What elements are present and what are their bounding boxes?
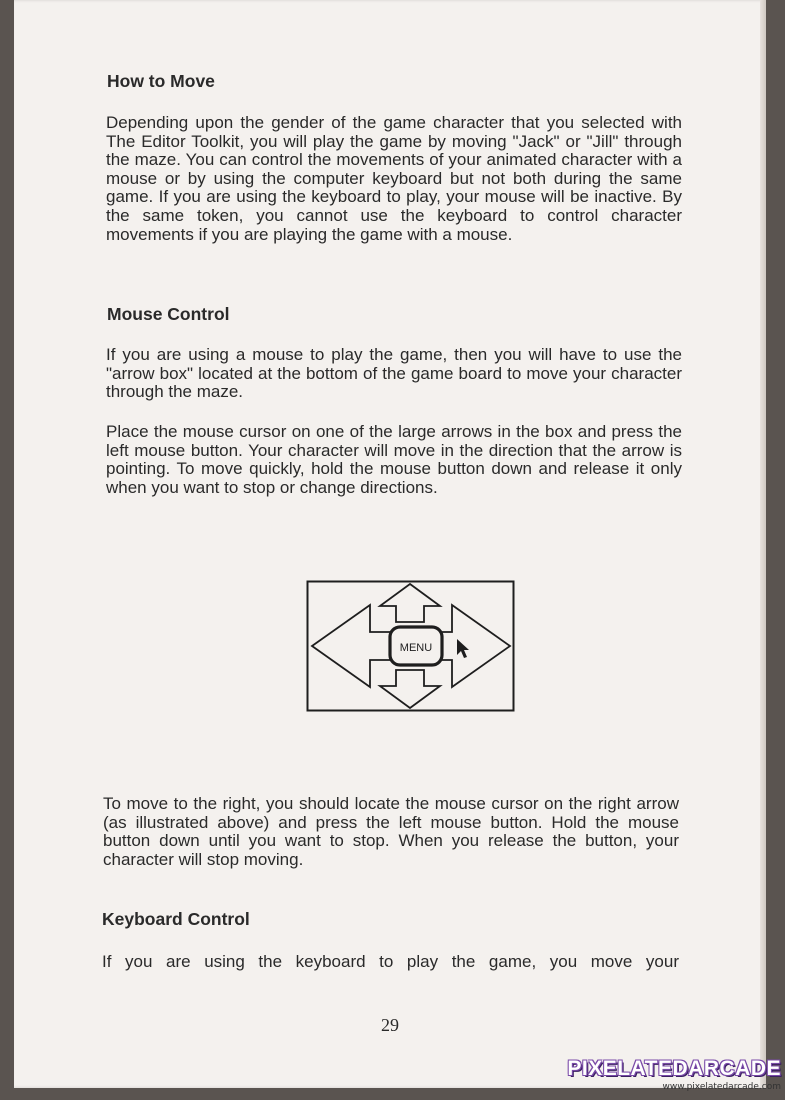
arrow-box-illustration — [306, 580, 516, 719]
mouse-control-paragraph-2: Place the mouse cursor on one of the large arrows in the box and press the left mouse button. Your character will move in the direction that the arrow is pointing. To move quickly, hold the mouse button down and release it only when you want to stop or change directions. — [106, 422, 682, 497]
page-spine — [760, 0, 766, 1088]
watermark — [567, 1057, 781, 1092]
menu-label: MENU — [399, 642, 433, 654]
mouse-control-heading: Mouse Control — [107, 304, 230, 324]
how-to-move-heading: How to Move — [107, 71, 215, 91]
mouse-control-paragraph-1: If you are using a mouse to play the game, then you will have to use the "arrow box" located at the bottom of the game board to move your character through the maze. — [106, 345, 682, 402]
mouse-control-paragraph-3: To move to the right, you should locate the mouse cursor on the right arrow (as illustrated above) and press the left mouse button. Hold the mouse button down until you want to stop. When you release the button, your character will stop moving. — [103, 794, 679, 869]
arrow-box-svg — [306, 580, 516, 714]
watermark-url: www.pixelatedarcade.com — [662, 1082, 781, 1092]
how-to-move-paragraph: Depending upon the gender of the game character that you selected with The Editor Toolkit, you will play the game by moving "Jack" or "Jill" through the maze. You can control the movements of your animated character with a mouse or by using the computer keyboard but not both during the same game. If you are using the keyboard to play, your mouse will be inactive. By the same token, you cannot use the keyboard to control character movements if you are playing the game with a mouse. — [106, 113, 682, 244]
keyboard-control-heading: Keyboard Control — [102, 909, 250, 929]
keyboard-control-paragraph: If you are using the keyboard to play the game, you move your — [102, 952, 679, 971]
manual-page — [14, 0, 766, 1088]
page-number: 29 — [381, 1015, 399, 1035]
watermark-logo: PIXELATEDARCADE — [567, 1057, 781, 1080]
